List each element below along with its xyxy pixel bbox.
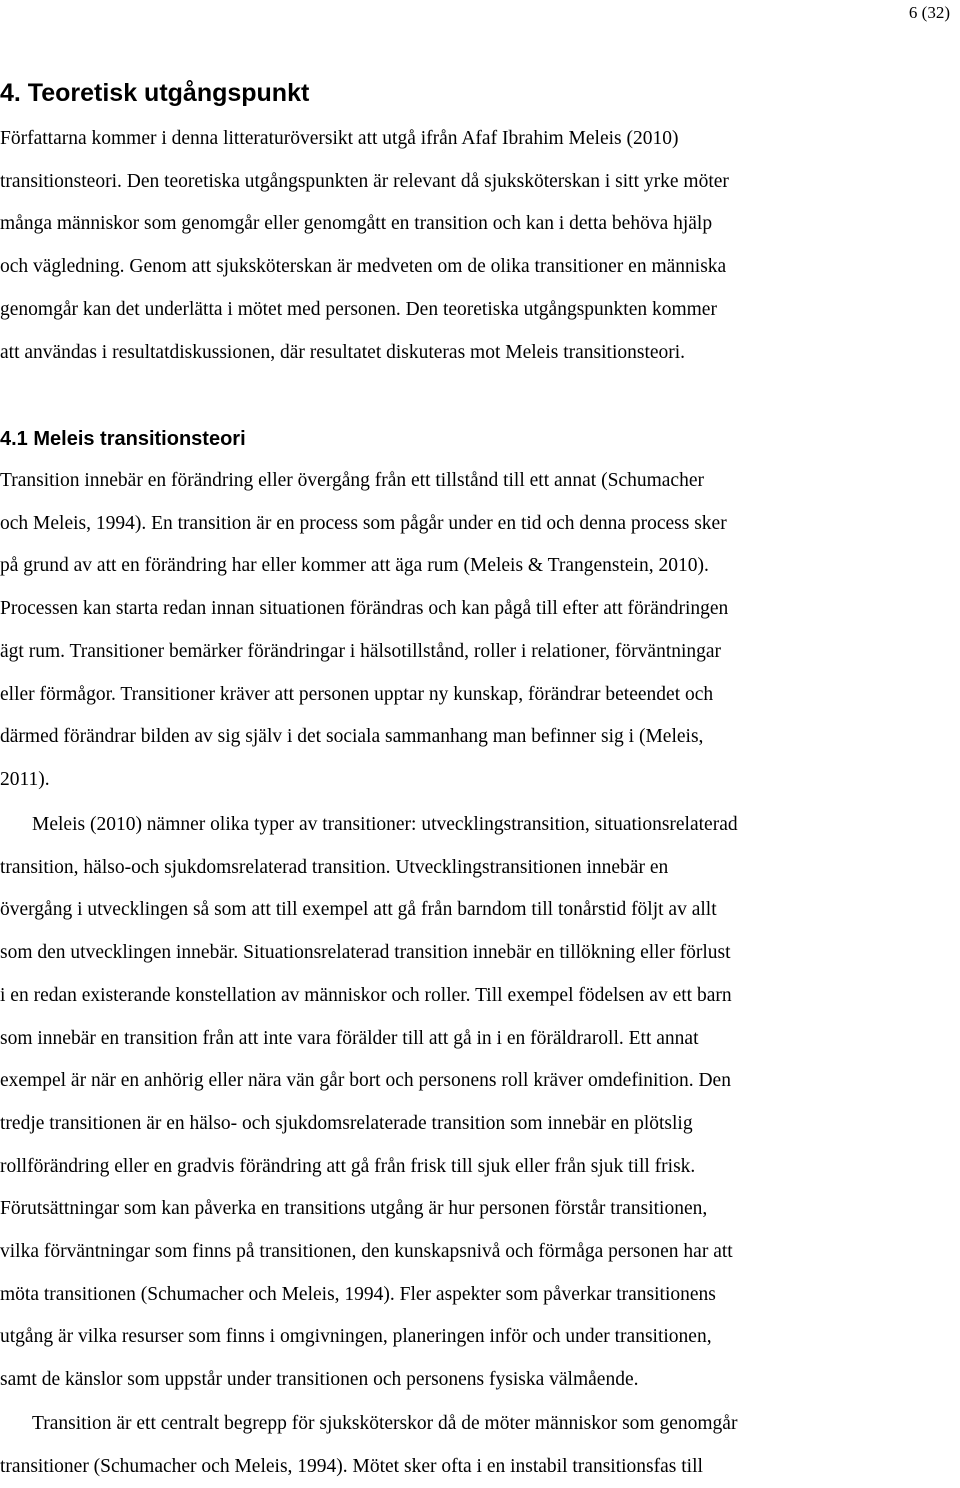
text-line: och vägledning. Genom att sjuksköterskan är medveten om de olika transitioner en människa <box>0 256 727 278</box>
text-line: som den utvecklingen innebär. Situationsrelaterad transition innebär en tillökning eller förlust <box>0 942 731 964</box>
text-line: transitionsteori. Den teoretiska utgångspunkten är relevant då sjuksköterskan i sitt yrke möter <box>0 170 729 192</box>
text-line: rollförändring eller en gradvis förändring att gå från frisk till sjuk eller från sjuk till frisk. <box>0 1155 696 1177</box>
text-line: därmed förändrar bilden av sig själv i det sociala sammanhang man befinner sig i (Meleis, <box>0 726 704 748</box>
text-line: eller förmågor. Transitioner kräver att personen upptar ny kunskap, förändrar beteendet och <box>0 683 714 705</box>
text-line: exempel är när en anhörig eller nära vän går bort och personens roll kräver omdefinition. Den <box>0 1070 731 1092</box>
text-line: genomgår kan det underlätta i mötet med personen. Den teoretiska utgångspunkten kommer <box>0 298 717 320</box>
text-line: att användas i resultatdiskussionen, där resultatet diskuteras mot Meleis transitionsteori. <box>0 341 686 363</box>
text-line: Meleis (2010) nämner olika typer av transitioner: utvecklingstransition, situationsrelaterad <box>32 814 738 835</box>
text-line: 2011). <box>0 768 50 790</box>
subsection-heading: 4.1 Meleis transitionsteori <box>0 428 246 450</box>
body-paragraph-1 <box>0 460 960 802</box>
text-line: Författarna kommer i denna litteraturöversikt att utgå ifrån Afaf Ibrahim Meleis (2010) <box>0 128 679 149</box>
body-paragraph-2 <box>0 804 960 1402</box>
text-line: transitioner (Schumacher och Meleis, 1994). Mötet sker ofta i en instabil transitionsfas till <box>0 1455 703 1477</box>
text-line: utgång är vilka resurser som finns i omgivningen, planeringen inför och under transitionen, <box>0 1326 712 1348</box>
text-line: ägt rum. Transitioner bemärker förändringar i hälsotillstånd, roller i relationer, förväntningar <box>0 640 722 662</box>
text-line: samt de känslor som uppstår under transitionen och personens fysiska välmående. <box>0 1369 639 1391</box>
body-paragraph-3 <box>0 1403 960 1488</box>
text-line: vilka förväntningar som finns på transitionen, den kunskapsnivå och förmåga personen har att <box>0 1241 733 1263</box>
text-line: Förutsättningar som kan påverka en transitions utgång är hur personen förstår transitionen, <box>0 1198 708 1220</box>
text-line: tredje transitionen är en hälso- och sjukdomsrelaterade transition som innebär en plötslig <box>0 1112 693 1134</box>
text-line: Processen kan starta redan innan situationen förändras och kan pågå till efter att förändringen <box>0 598 729 620</box>
text-line: övergång i utvecklingen så som att till exempel att gå från barndom till tonårstid följt av allt <box>0 899 717 921</box>
text-line: och Meleis, 1994). En transition är en process som pågår under en tid och denna process sker <box>0 512 727 534</box>
intro-paragraph <box>0 118 960 374</box>
text-line: Transition är ett centralt begrepp för sjuksköterskor då de möter människor som genomgår <box>32 1413 738 1434</box>
text-line: transition, hälso-och sjukdomsrelaterad transition. Utvecklingstransitionen innebär en <box>0 856 669 878</box>
text-line: många människor som genomgår eller genomgått en transition och kan i detta behöva hjälp <box>0 213 713 235</box>
page-number: 6 (32) <box>908 3 950 22</box>
text-line: på grund av att en förändring har eller kommer att äga rum (Meleis & Trangenstein, 2010). <box>0 555 709 577</box>
text-line: Transition innebär en förändring eller övergång från ett tillstånd till ett annat (Schumacher <box>0 470 704 491</box>
section-heading: 4. Teoretisk utgångspunkt <box>0 79 310 107</box>
text-line: som innebär en transition från att inte vara förälder till att gå in i en föräldraroll. Ett annat <box>0 1027 699 1049</box>
text-line: möta transitionen (Schumacher och Meleis, 1994). Fler aspekter som påverkar transitionens <box>0 1283 716 1305</box>
text-line: i en redan existerande konstellation av människor och roller. Till exempel födelsen av ett barn <box>0 984 732 1006</box>
